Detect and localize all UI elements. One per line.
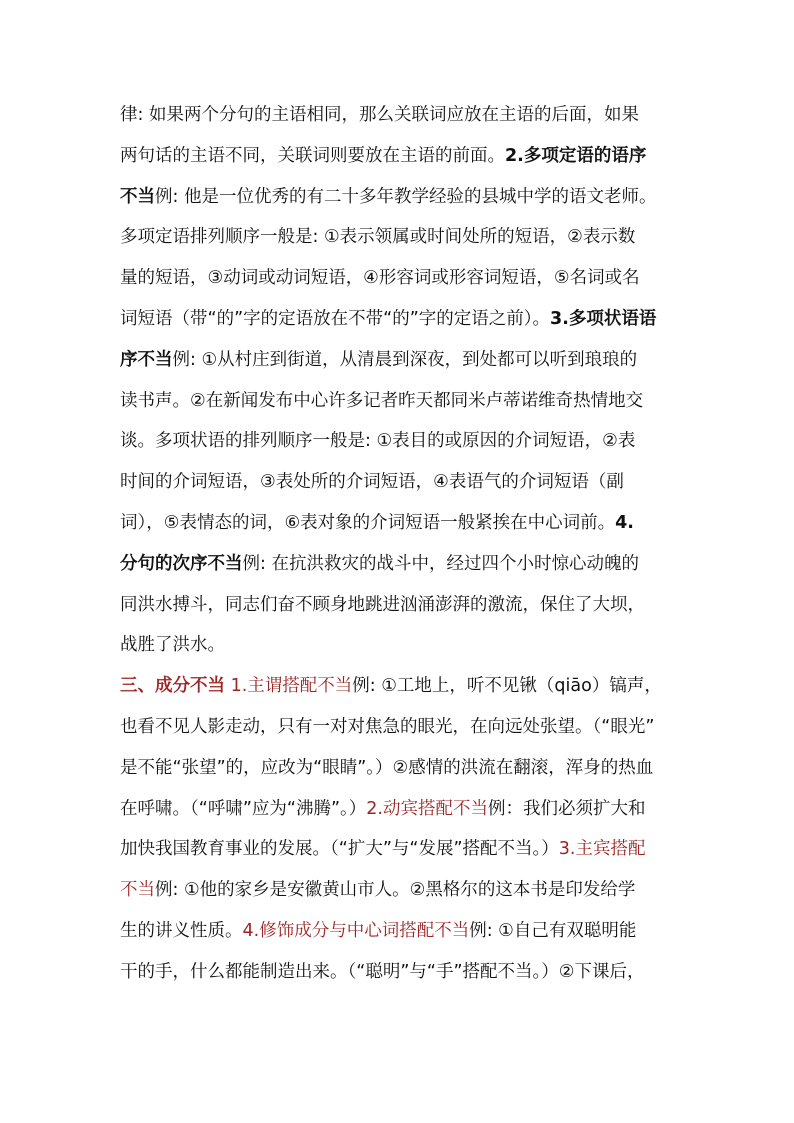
body-text-run: 例: 在抗洪救灾的战斗中，经过四个小时惊心动魄的 [242,553,639,574]
text-line [120,177,690,218]
bold-heading-text: 3.多项状语语 [550,308,657,329]
body-text-run: 量的短语，③动词或动词短语，④形容词或形容词短语，⑤名词或名 [120,268,640,289]
text-line [120,585,690,626]
body-text-run: 谈。多项状语的排列顺序一般是: ①表目的或原因的介词短语，②表 [120,431,636,452]
bold-heading-text: 分句的次序不当 [120,553,243,574]
body-text-run: 词），⑤表情态的词，⑥表对象的介词短语一般紧挨在中心词前。 [120,512,616,533]
body-text-run: 生的讲义性质。 [120,920,243,941]
text-line [120,666,690,707]
text-line [120,911,690,952]
section-heading-text: 不当 [120,880,155,901]
body-text-run: 例：我们必须扩大和 [487,798,646,819]
body-text-run: 也看不见人影走动，只有一对对焦急的眼光，在向远处张望。（“眼光” [120,716,655,737]
text-line [120,340,690,381]
body-text-run: 时间的介词短语，③表处所的介词短语，④表语气的介词短语（副 [120,472,624,493]
text-line [120,381,690,422]
body-text-run: 战胜了洪水。 [120,635,225,656]
text-line [120,421,690,462]
section-heading-text: 3.主宾搭配 [558,839,646,860]
bold-heading-text: 不当 [120,186,155,207]
body-text-run: 例: ①从村庄到街道，从清晨到深夜，到处都可以听到琅琅的 [172,349,638,370]
section-heading-text: 4.修饰成分与中心词搭配不当 [242,920,470,941]
body-text-run: 律: 如果两个分句的主语相同，那么关联词应放在主语的后面，如果 [120,105,639,125]
body-text-run: 干的手，什么都能制造出来。（“聪明”与“手”搭配不当。）②下课后， [120,961,645,982]
text-line [120,829,690,870]
body-text-run: 词短语（带“的”字的定语放在不带“的”字的定语之前）。 [120,308,551,329]
body-text-run: 例: ①他的家乡是安徽黄山市人。②黑格尔的这本书是印发给学 [155,880,636,901]
body-text-run: 多项定语排列顺序一般是: ①表示领属或时间处所的短语，②表示数 [120,227,636,248]
text-line [120,789,690,830]
body-text-run: 加快我国教育事业的发展。（“扩大”与“发展”搭配不当。） [120,839,559,860]
text-line [120,299,690,340]
body-text-run: 读书声。②在新闻发布中心许多记者昨天都同米卢蒂诺维奇热情地交 [120,390,644,411]
body-text [120,95,690,993]
body-text-run: 例: ①自己有双聪明能 [469,920,637,941]
text-line [120,870,690,911]
text-line [120,625,690,666]
text-line [120,707,690,748]
text-line [120,462,690,503]
text-line [120,95,690,136]
text-line [120,952,690,993]
section-heading-text: 三、成分不当 [120,676,225,697]
body-text-run: 两句话的主语不同，关联词则要放在主语的前面。 [120,145,505,166]
text-line [120,503,690,544]
text-line [120,136,690,177]
section-heading-text: 1.主谓搭配不当 [225,676,353,697]
body-text-run: 同洪水搏斗，同志们奋不顾身地跳进汹涌澎湃的激流，保住了大坝， [120,594,645,615]
text-line [120,544,690,585]
text-line [120,217,690,258]
bold-heading-text: 2.多项定语的语序 [505,145,647,166]
bold-heading-text: 序不当 [120,349,173,370]
body-text-run: 例: 他是一位优秀的有二十多年教学经验的县城中学的语文老师。 [155,186,657,207]
body-text-run: 在呼啸。（“呼啸”应为“沸腾”。） [120,798,367,819]
text-line [120,748,690,789]
bold-heading-text: 4. [615,512,634,533]
body-text-run: 是不能“张望”的，应改为“眼睛”。）②感情的洪流在翻滚，浑身的热血 [120,757,654,778]
body-text-run: 例: ①工地上，听不见锹（qiāo）镐声， [352,676,662,697]
text-line [120,258,690,299]
section-heading-text: 2.动宾搭配不当 [366,798,488,819]
